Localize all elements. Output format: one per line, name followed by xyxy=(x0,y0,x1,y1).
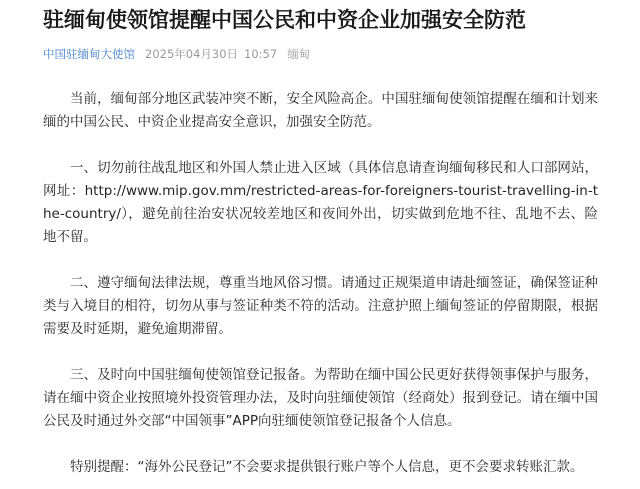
publish-location: 缅甸 xyxy=(287,47,311,61)
publish-time: 10:57 xyxy=(244,47,278,61)
paragraph-point-3: 三、及时向中国驻缅甸使领馆登记报备。为帮助在缅中国公民更好获得领事保护与服务，请在缅中资企业按照境外投资管理办法，及时向驻缅使领馆（经商处）报到登记。请在缅中国公民及时通过外交部“中国领事”APP向驻缅使领馆登记报备个人信息。 xyxy=(43,367,598,429)
publish-date: 2025年04月30日 xyxy=(145,47,239,61)
article-meta xyxy=(43,46,310,62)
paragraph-point-1: 一、切勿前往战乱地区和外国人禁止进入区域（具体信息请查询缅甸移民和人口部网站，网址：http://www.mip.gov.mm/restricted-areas-for-foreigners-tourist-travelling-in-the-country/），避免前往治安状况较差地区和夜间外出，切实做到危地不往、乱地不去、险地不留。 xyxy=(43,160,598,245)
paragraph-special-reminder: 特别提醒：“海外公民登记”不会要求提供银行账户等个人信息，更不会要求转账汇款。 xyxy=(70,459,584,475)
paragraph-intro: 当前，缅甸部分地区武装冲突不断，安全风险高企。中国驻缅甸使领馆提醒在缅和计划来缅的中国公民、中资企业提高安全意识，加强安全防范。 xyxy=(43,91,598,130)
article-title: 驻缅甸使领馆提醒中国公民和中资企业加强安全防范 xyxy=(43,8,526,32)
paragraph-point-2: 二、遵守缅甸法律法规，尊重当地风俗习惯。请通过正规渠道申请赴缅签证，确保签证种类与入境目的相符，切勿从事与签证种类不符的活动。注意护照上缅甸签证的停留期限，根据需要及时延期，避免逾期滞留。 xyxy=(43,275,598,337)
source-link[interactable]: 中国驻缅甸大使馆 xyxy=(43,47,135,61)
article-body xyxy=(43,88,598,479)
